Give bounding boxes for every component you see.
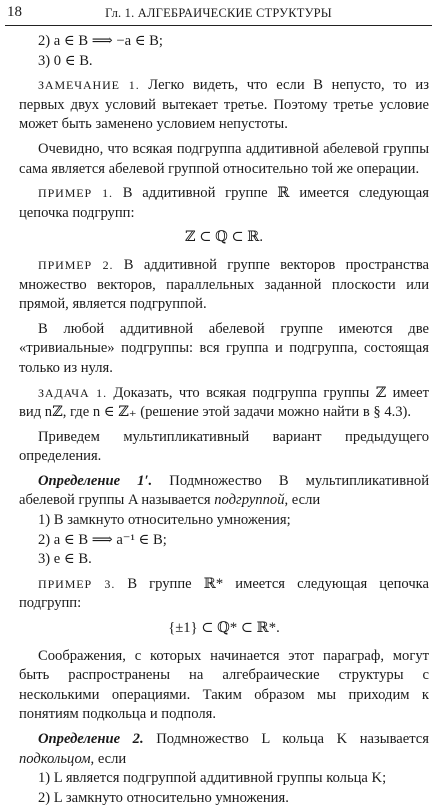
chapter-title: Гл. 1. АЛГЕБРАИЧЕСКИЕ СТРУКТУРЫ xyxy=(105,6,332,20)
exercise-label: ЗАДАЧА 1. xyxy=(38,385,107,400)
exercise-text: Доказать, что всякая подгруппа группы ℤ имеет вид nℤ, где n ∈ ℤ₊ (решение этой задачи можно найти в § 4.3). xyxy=(19,384,430,421)
definition-1-cond-1: 1) B замкнуто относительно умножения; xyxy=(38,512,291,529)
definition-1-cond-3: 3) e ∈ B. xyxy=(38,551,92,568)
definition-2-label: Определение 2. xyxy=(38,731,144,747)
example-3-text: В группе ℝ* имеется следующая цепочка подгрупп: xyxy=(19,575,430,612)
remark-text: Легко видеть, что если B непусто, то из первых двух условий вытекает третье. Поэтому третье условие может быть заменено условием непустоты. xyxy=(19,77,429,133)
example-2-label: ПРИМЕР 2. xyxy=(38,257,114,272)
page-body xyxy=(19,32,429,808)
paragraph-considerations: Соображения, с которых начинается этот параграф, могут быть распространены на алгебраические структуры с несколькими операциями. Таким образом мы приходим к понятиям подкольца и подполя. xyxy=(19,647,429,723)
definition-2-cond-1: 1) L является подгруппой аддитивной группы кольца K; xyxy=(38,770,387,787)
formula-chain-2: {±1} ⊂ ℚ* ⊂ ℝ*. xyxy=(168,620,280,637)
definition-2-tail: , если xyxy=(90,750,127,767)
definition-1-cond-2: 2) a ∈ B ⟹ a⁻¹ ∈ B; xyxy=(38,531,167,548)
definition-2-term: подкольцом xyxy=(19,750,91,767)
definition-1-prime xyxy=(19,472,429,511)
remark-1 xyxy=(19,76,429,135)
remark-label: ЗАМЕЧАНИЕ 1. xyxy=(38,78,140,93)
condition-3: 3) 0 ∈ B. xyxy=(38,52,93,69)
formula-chain-1: ℤ ⊂ ℚ ⊂ ℝ. xyxy=(184,229,264,246)
definition-2 xyxy=(19,730,429,769)
definition-1-term: подгруппой xyxy=(214,492,285,509)
example-1-text: В аддитивной группе ℝ имеется следующая цепочка подгрупп: xyxy=(19,185,429,221)
paragraph-trivial-subgroups: В любой аддитивной абелевой группе имеются две «тривиальные» подгруппы: вся группа и подгруппа, состоящая только из нуля. xyxy=(19,320,429,376)
definition-1-tail: , если xyxy=(284,492,321,509)
example-2-text: В аддитивной группе векторов пространства множество векторов, параллельных заданной плоскости или прямой, является подгруппой. xyxy=(19,256,430,313)
example-1-label: ПРИМЕР 1. xyxy=(38,186,113,201)
page-number: 18 xyxy=(7,4,22,20)
definition-2-cond-2: 2) L замкнуто относительно умножения. xyxy=(38,789,289,806)
example-3 xyxy=(19,575,429,614)
example-1 xyxy=(19,184,429,223)
example-2 xyxy=(19,256,429,315)
running-header xyxy=(5,1,432,26)
definition-1-text: Подмножество B мультипликативной абелевой группы A называется xyxy=(19,472,429,509)
example-3-label: ПРИМЕР 3. xyxy=(38,576,116,591)
definition-2-text: Подмножество L кольца K называется xyxy=(156,731,429,747)
paragraph-subgroup-abelian: Очевидно, что всякая подгруппа аддитивной абелевой группы сама является абелевой группой относительно той же операции. xyxy=(19,140,429,177)
paragraph-multiplicative: Приведем мультипликативный вариант предыдущего определения. xyxy=(19,428,429,465)
definition-1-label: Определение 1′. xyxy=(38,472,153,489)
condition-2: 2) a ∈ B ⟹ −a ∈ B; xyxy=(38,33,163,49)
exercise-1 xyxy=(19,384,429,423)
